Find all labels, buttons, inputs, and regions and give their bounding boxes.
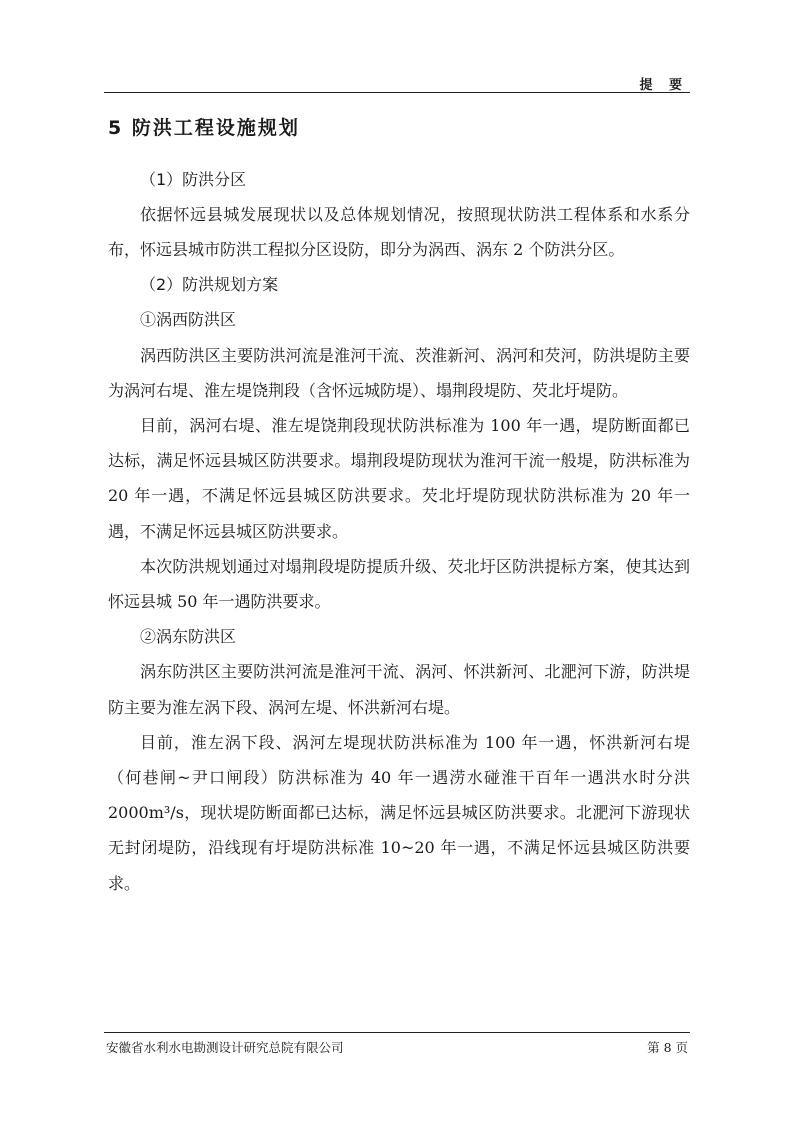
paragraph-guodong-status: 目前，淮左涡下段、涡河左堤现状防洪标准为 100 年一遇，怀洪新河右堤（何巷闸~尹口闸段）防洪标准为 40 年一遇涝水碰淮干百年一遇洪水时分洪 2000m³/s，现状堤防断面都已达标，满足怀远县城区防洪要求。北淝河下游现状无封闭堤防，沿线现有圩堤防洪标准 10~20 年一遇，不满足怀远县城区防洪要求。 (108, 732, 690, 893)
item-heading-guodong: ②涡东防洪区 (140, 627, 237, 647)
page-content (108, 108, 690, 901)
paragraph-guoxi-rivers: 涡西防洪区主要防洪河流是淮河干流、茨淮新河、涡河和芡河，防洪堤防主要为涡河右堤、淮左堤饶荆段（含怀远城防堤）、塌荆段堤防、芡北圩堤防。 (108, 345, 690, 400)
footer-divider (104, 1032, 690, 1033)
header-divider (104, 92, 690, 93)
paragraph-guoxi-status: 目前，涡河右堤、淮左堤饶荆段现状防洪标准为 100 年一遇，堤防断面都已达标，满足怀远县城区防洪要求。塌荆段堤防现状为淮河干流一般堤，防洪标准为 20 年一遇，不满足怀远县城区防洪要求。芡北圩堤防现状防洪标准为 20 年一遇，不满足怀远县城区防洪要求。 (108, 416, 690, 541)
footer-organization: 安徽省水利水电勘测设计研究总院有限公司 (106, 1040, 344, 1055)
paragraph-guodong-rivers: 涡东防洪区主要防洪河流是淮河干流、涡河、怀洪新河、北淝河下游，防洪堤防主要为淮左涡下段、涡河左堤、怀洪新河右堤。 (108, 662, 690, 717)
section-title: 5 防洪工程设施规划 (108, 117, 300, 139)
item-heading-guoxi: ①涡西防洪区 (140, 310, 237, 330)
page-number: 第 8 页 (647, 1040, 688, 1055)
header-label: 提 要 (639, 78, 688, 93)
subheading-flood-zoning: （1）防洪分区 (140, 170, 247, 189)
subheading-flood-plan: （2）防洪规划方案 (140, 275, 279, 295)
paragraph-guoxi-plan: 本次防洪规划通过对塌荆段堤防提质升级、芡北圩区防洪提标方案，使其达到怀远县城 50 年一遇防洪要求。 (108, 556, 690, 612)
paragraph-zoning: 依据怀远县城发展现状以及总体规划情况，按照现状防洪工程体系和水系分布，怀远县城市防洪工程拟分区设防，即分为涡西、涡东 2 个防洪分区。 (108, 205, 690, 260)
